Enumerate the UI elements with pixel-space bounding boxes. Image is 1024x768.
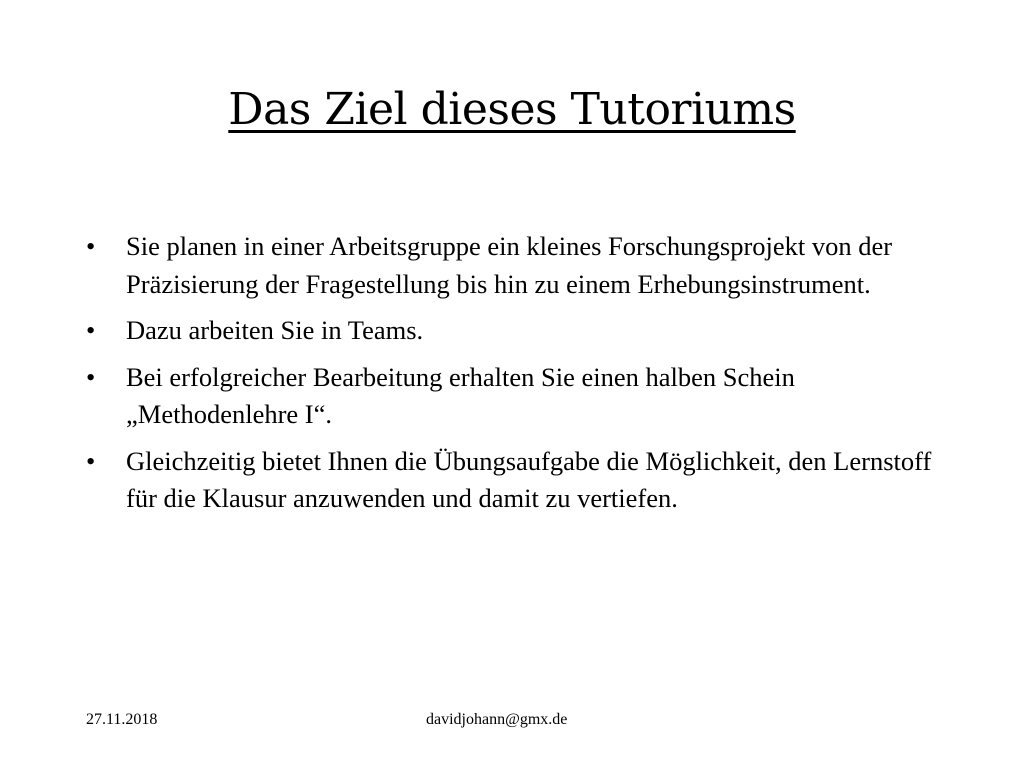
bullet-item — [86, 312, 946, 350]
footer-date: 27.11.2018 — [86, 711, 158, 728]
bullet-dot-icon: • — [86, 315, 96, 345]
bullet-item — [86, 228, 946, 303]
bullet-list — [86, 228, 946, 527]
bullet-text: Sie planen in einer Arbeitsgruppe ein kleines Forschungsprojekt von der Präzisierung der Fragestellung bis hin zu einem Erhebungsinstrument. — [126, 231, 893, 299]
bullet-text: Bei erfolgreicher Bearbeitung erhalten Sie einen halben Schein „Methodenlehre I“. — [126, 361, 795, 429]
slide-title: Das Ziel dieses Tutoriums — [228, 84, 796, 135]
bullet-item — [86, 359, 946, 434]
footer-email: davidjohann@gmx.de — [426, 711, 568, 728]
bullet-dot-icon: • — [86, 361, 96, 392]
bullet-text: Dazu arbeiten Sie in Teams. — [126, 315, 424, 345]
bullet-dot-icon: • — [86, 231, 96, 261]
bullet-item — [86, 443, 946, 518]
bullet-text: Gleichzeitig bietet Ihnen die Übungsaufgabe die Möglichkeit, den Lernstoff für die Klausur anzuwenden und damit zu vertiefen. — [126, 445, 932, 513]
bullet-dot-icon: • — [86, 445, 96, 476]
